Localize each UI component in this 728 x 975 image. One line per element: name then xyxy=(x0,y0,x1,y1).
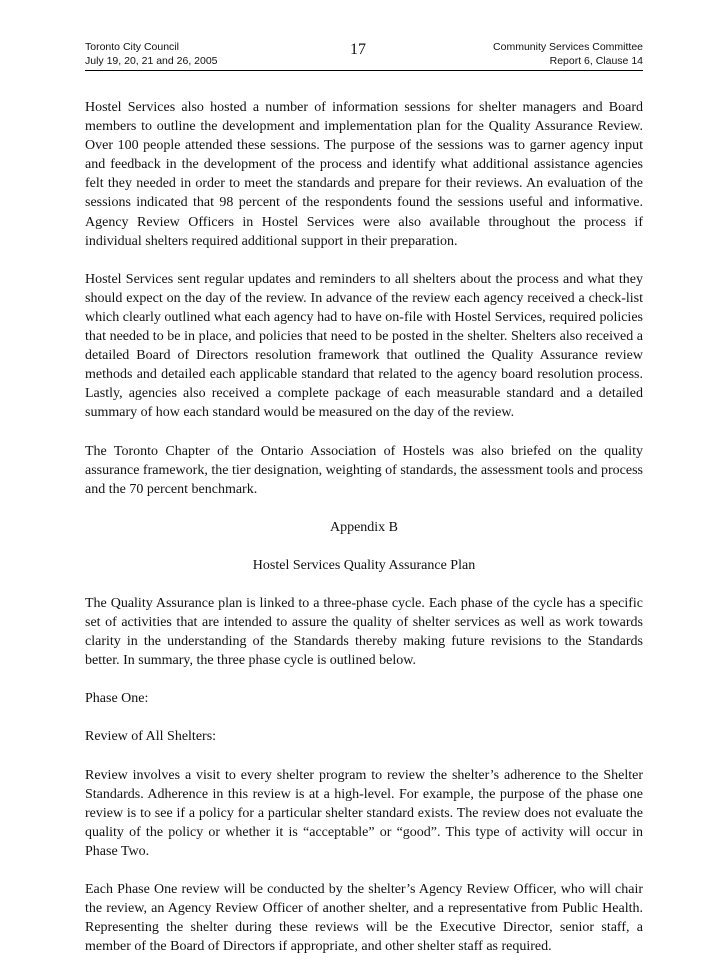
header-committee: Community Services Committee xyxy=(493,41,643,53)
header-report: Report 6, Clause 14 xyxy=(549,55,643,67)
paragraph-toronto-chapter: The Toronto Chapter of the Ontario Association of Hostels was also briefed on the quality assurance framework, the tier designation, weighting of standards, the assessment tools and process and the 70 percent benchmark. xyxy=(85,443,643,497)
appendix-heading: Appendix B xyxy=(329,519,399,535)
review-heading: Review of All Shelters: xyxy=(85,729,217,745)
phase-one-heading: Phase One: xyxy=(85,691,149,707)
document-body xyxy=(85,98,643,975)
header-council: Toronto City Council xyxy=(85,41,179,53)
plan-heading: Hostel Services Quality Assurance Plan xyxy=(252,557,476,573)
paragraph-review: Review involves a visit to every shelter program to review the shelter’s adherence to the Shelter Standards. Adherence in this review is at a high-level. For example, the purpose of the phase one review is to see if a policy for a particular shelter standard exists. The review does not evaluate the quality of the policy or whether it is “acceptable” or “good”. This type of activity will occur in Phase Two. xyxy=(85,767,643,859)
page-header xyxy=(0,0,728,70)
header-dates: July 19, 20, 21 and 26, 2005 xyxy=(85,55,218,67)
header-divider xyxy=(85,70,643,71)
paragraph-updates: Hostel Services sent regular updates and reminders to all shelters about the process and what they should expect on the day of the review. In advance of the review each agency received a check-list which clearly outlined what each agency had to have on-file with Hostel Services, required policies that needed to be in place, and policies that need to be posted in the shelter. Shelters also received a detailed Board of Directors resolution framework that outlined the Quality Assurance review methods and detailed each applicable standard that related to the agency board resolution process. Lastly, agencies also received a complete package of each measurable standard and a detailed summary of how each standard would be measured on the day of the review. xyxy=(85,271,643,421)
page-number: 17 xyxy=(350,41,366,58)
paragraph-phase-one-review: Each Phase One review will be conducted by the shelter’s Agency Review Officer, who will chair the review, an Agency Review Officer of another shelter, and a representative from Public Health. Representing the shelter during these reviews will be the Executive Director, senior staff, a member of the Board of Directors if appropriate, and other shelter staff as required. xyxy=(85,882,643,955)
paragraph-info-sessions: Hostel Services also hosted a number of information sessions for shelter managers and Board members to outline the development and implementation plan for the Quality Assurance Review. Over 100 people attended these sessions. The purpose of the sessions was to garner agency input and feedback in the development of the process and identify what additional assistance agencies felt they needed in order to meet the standards and prepare for their reviews. An evaluation of the sessions indicated that 98 percent of the respondents found the sessions useful and informative. Agency Review Officers in Hostel Services were also available throughout the process if individual shelters required additional support in their preparation. xyxy=(85,100,643,249)
paragraph-three-phase: The Quality Assurance plan is linked to a three-phase cycle. Each phase of the cycle has a specific set of activities that are intended to assure the quality of shelter services as well as work towards clarity in the understanding of the Standards thereby making future revisions to the Standards better. In summary, the three phase cycle is outlined below. xyxy=(85,595,643,669)
header-right xyxy=(493,40,643,68)
